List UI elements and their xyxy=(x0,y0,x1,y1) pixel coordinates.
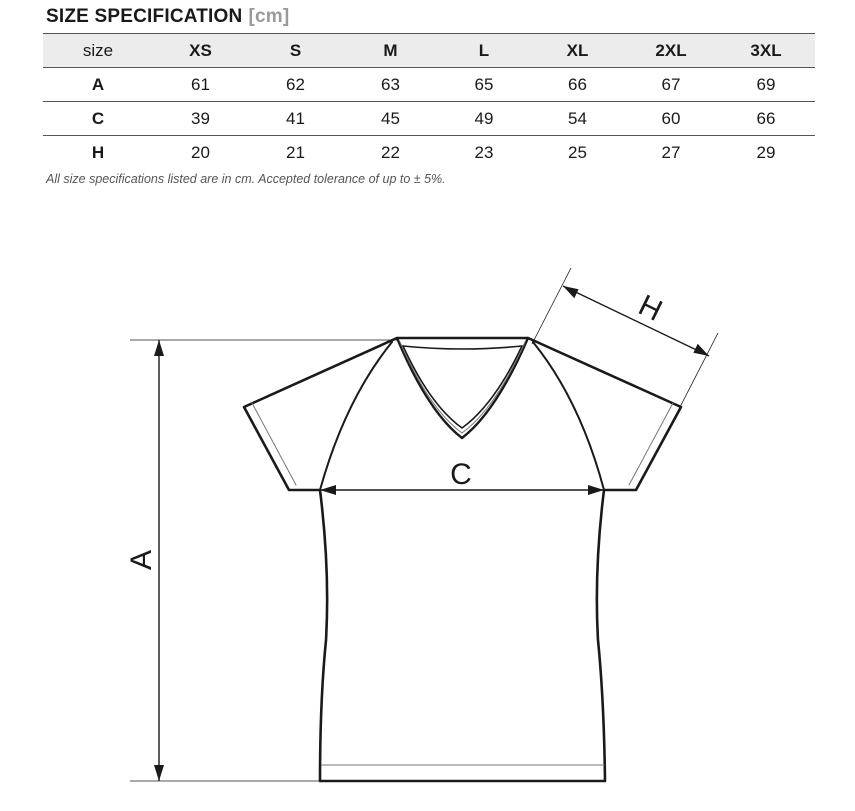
title-text: SIZE SPECIFICATION xyxy=(46,6,243,27)
table-cell: 67 xyxy=(625,68,717,102)
dimension-a-arrow-bottom xyxy=(154,765,164,781)
table-cell: 29 xyxy=(756,142,776,162)
left-sleeve-hem xyxy=(252,403,296,485)
dimension-h-arrow-left xyxy=(563,286,579,298)
header-cell-m: M xyxy=(343,34,438,68)
collar-stitch xyxy=(400,342,525,433)
row-label: A xyxy=(43,68,153,102)
tshirt-body-outline xyxy=(244,338,681,781)
title-unit: [cm] xyxy=(248,6,290,27)
row-label: H xyxy=(91,142,105,162)
collar-outer xyxy=(397,338,528,438)
table-cell: 61 xyxy=(153,68,248,102)
dimension-a-label: A xyxy=(125,549,158,571)
tolerance-note: All size specifications listed are in cm. Accepted tolerance of up to ± 5%. xyxy=(46,172,446,186)
table-cell: 25 xyxy=(568,142,587,162)
table-cell: 54 xyxy=(530,102,625,136)
table-cell: 27 xyxy=(661,142,681,162)
table-cell: 62 xyxy=(248,68,343,102)
dimension-c-label: C xyxy=(450,458,472,491)
dimension-h-label: H xyxy=(633,288,668,328)
right-sleeve-hem xyxy=(629,403,673,485)
table-cell: 66 xyxy=(530,68,625,102)
header-cell-2xl: 2XL xyxy=(625,34,717,68)
right-raglan-seam xyxy=(533,342,604,490)
header-cell-size: size xyxy=(43,34,153,68)
table-cell: 69 xyxy=(717,68,815,102)
header-cell-s: S xyxy=(248,34,343,68)
table-cell: 49 xyxy=(438,102,530,136)
table-cell: 66 xyxy=(717,102,815,136)
table-cell: 21 xyxy=(286,142,305,162)
dimension-c-arrow-right xyxy=(588,485,604,495)
table-cell: 23 xyxy=(474,142,494,162)
left-raglan-seam xyxy=(320,342,392,490)
table-cell: 20 xyxy=(191,142,210,162)
table-cell: 22 xyxy=(381,142,400,162)
table-cell: 60 xyxy=(625,102,717,136)
table-cell: 41 xyxy=(248,102,343,136)
dimension-c-arrow-left xyxy=(320,485,336,495)
dimension-a-arrow-top xyxy=(154,340,164,356)
dimension-h-line xyxy=(563,286,709,356)
header-cell-l: L xyxy=(438,34,530,68)
dimension-h-arrow-right xyxy=(693,344,709,356)
dimension-h-guide-left xyxy=(532,268,571,344)
table-cell: 39 xyxy=(153,102,248,136)
row-label: C xyxy=(43,102,153,136)
header-cell-xs: XS xyxy=(153,34,248,68)
header-cell-xl: XL xyxy=(530,34,625,68)
header-cell-3xl: 3XL xyxy=(717,34,815,68)
table-cell: 63 xyxy=(343,68,438,102)
back-neckline xyxy=(403,346,522,349)
table-cell: 45 xyxy=(343,102,438,136)
table-cell: 65 xyxy=(438,68,530,102)
